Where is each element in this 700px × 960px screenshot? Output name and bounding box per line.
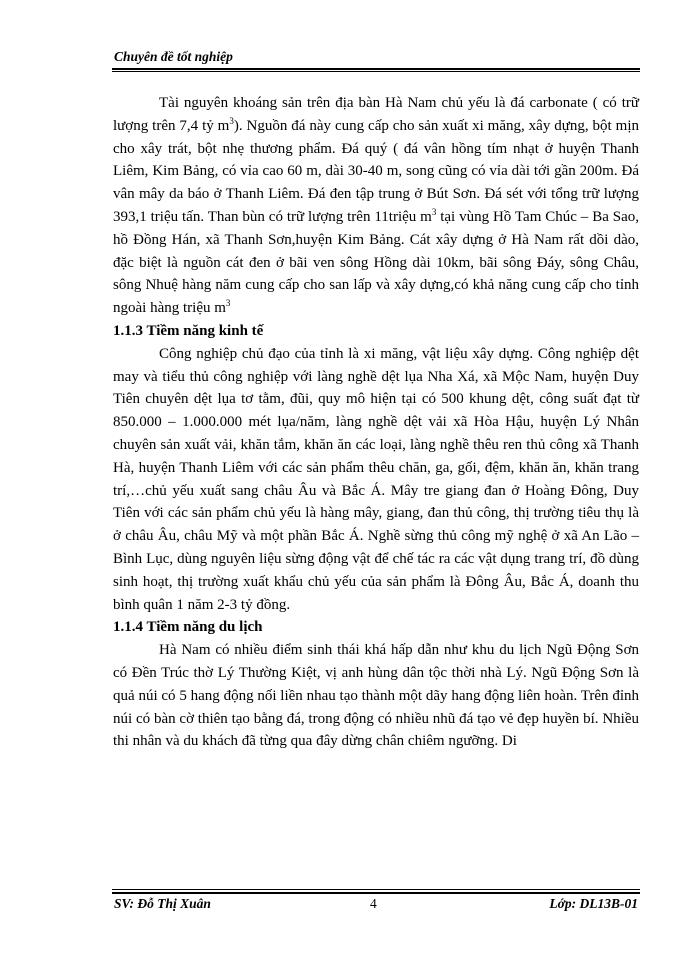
footer-page-number: 4 — [370, 896, 377, 911]
footer-class: Lớp: DL13B-01 — [549, 896, 638, 911]
superscript: 3 — [225, 298, 231, 309]
paragraph-text: Tài nguyên khoáng sản trên địa bàn Hà Nam chủ yếu là đá carbonate ( có trữ lượng trên 7,4 tỷ m — [113, 95, 639, 134]
page-header-title: Chuyên đề tốt nghiệp — [114, 49, 233, 64]
superscript: 3 — [229, 115, 234, 126]
document-body — [113, 92, 639, 753]
footer-rule-thin — [112, 889, 640, 890]
footer-student-name: SV: Đỗ Thị Xuân — [114, 896, 211, 911]
paragraph-text: tại vùng Hồ Tam Chúc – Ba Sao, hồ Đồng Hán, xã Thanh Sơn,huyện Kim Bảng. Cát xây dựng ở Hà Nam rất dồi dào, đặc biệt là nguồn cát đen ở bãi ven sông Hồng dài 10km, bãi sông Đáy, sông Châu, sông Nhuệ hàng năm cung cấp cho san lấp và xây dựng,có khả năng cung cấp cho tỉnh ngoài hàng triệu m — [113, 208, 639, 317]
footer-rule — [112, 892, 640, 894]
paragraph-tourism-potential: Hà Nam có nhiều điểm sinh thái khá hấp dẫn như khu du lịch Ngũ Động Sơn có Đền Trúc thờ Lý Thường Kiệt, vị anh hùng dân tộc thời nhà Lý. Ngũ Động Sơn là quả núi có 5 hang động nối liền nhau tạo thành một dãy hang động liên hoàn. Trên đỉnh núi có bàn cờ thiên tạo bằng đá, trong động có nhiều nhũ đá tạo vẻ đẹp huyền bí. Nhiều thi nhân và du khách đã từng qua đây dừng chân chiêm ngưỡng. Di — [113, 642, 639, 750]
section-heading-economic-potential: 1.1.3 Tiềm năng kinh tế — [113, 322, 264, 339]
paragraph-text: ). Nguồn đá này cung cấp cho sản xuất xi măng, xây dựng, bột mịn cho xây trát, bột nhẹ thương phẩm. Đá quý ( đá vân hồng tím nhạt ở huyện Thanh Liêm, Kim Bảng, có vỉa cao 60 m, dài 30-40 m, song cũng có vỉa dài tới gần 200m. Đá vân mây da báo ở Thanh Liêm. Đá đen tập trung ở Bút Sơn. Đá sét với tổng trữ lượng 393,1 triệu tấn. Than bùn có trữ lượng trên 11triệu m — [113, 117, 639, 225]
header-rule — [112, 68, 640, 70]
paragraph-mineral-resources — [113, 92, 639, 320]
header-rule-thin — [112, 71, 640, 72]
section-heading-tourism-potential: 1.1.4 Tiềm năng du lịch — [113, 619, 263, 636]
superscript: 3 — [431, 206, 437, 217]
paragraph-economic-potential: Công nghiệp chủ đạo của tỉnh là xi măng, vật liệu xây dựng. Công nghiệp dệt may và tiểu thủ công nghiệp với làng nghề dệt lụa Nha Xá, xã Mộc Nam, huyện Duy Tiên chuyên dệt lụa tơ tằm, đũi, quy mô hiện tại có 500 khung dệt, công suất đạt từ 850.000 – 1.000.000 mét lụa/năm, làng nghề dệt vải xã Hòa Hậu, huyện Lý Nhân chuyên sản xuất vải, khăn tắm, khăn ăn các loại, làng nghề thêu ren thủ công xã Thanh Hà, huyện Thanh Liêm với các sản phẩm thêu chăn, ga, gối, đệm, khăn ăn, khăn trang trí,…chủ yếu xuất sang châu Âu và Bắc Á. Mây tre giang đan ở Hoàng Đông, Duy Tiên với các sản phẩm chủ yếu là hàng mây, giang, đan thủ công, thị trường tiêu thụ là ở châu Âu, châu Mỹ và một phần Bắc Á. Nghề sừng thủ công mỹ nghệ ở xã An Lão – Bình Lục, dùng nguyên liệu sừng động vật để chế tác ra các vật dụng trang trí, đồ dùng sinh hoạt, thị trường xuất khẩu chủ yếu của sản phẩm là Đông Âu, Bắc Á, doanh thu bình quân 1 năm 2-3 tỷ đồng. — [113, 345, 639, 613]
